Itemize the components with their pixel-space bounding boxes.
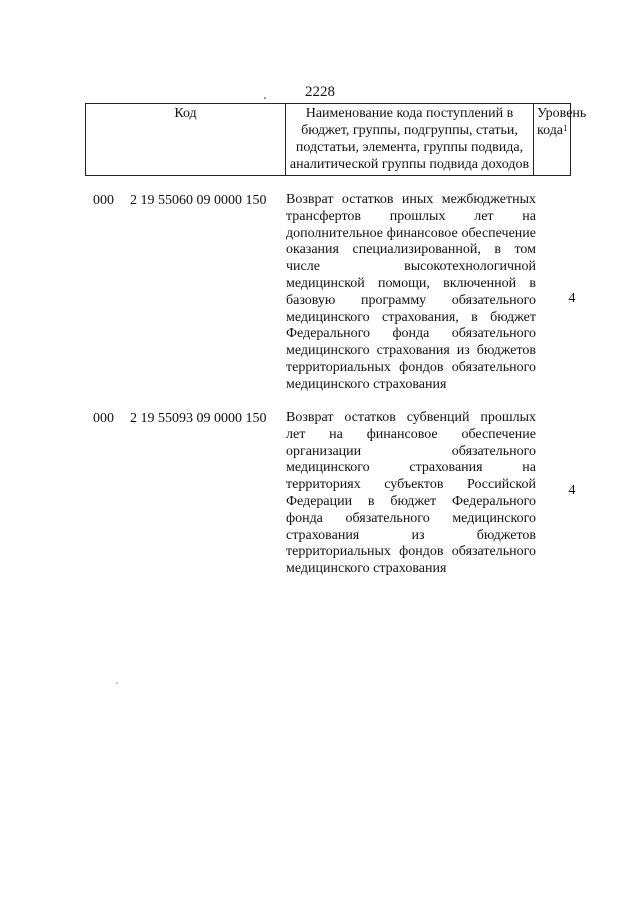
scan-speck	[264, 97, 266, 99]
row-group: 000	[93, 411, 114, 426]
page-number: 2228	[305, 84, 335, 100]
header-level-line1: Уровень	[537, 106, 587, 121]
row-level: 4	[568, 291, 576, 306]
header-level-line2	[537, 122, 567, 139]
header-level	[534, 104, 587, 176]
header-name: Наименование кода поступлений в бюджет, группы, подгруппы, статьи, подстатьи, элемента, группы подвида, аналитической группы подвида доходов	[286, 104, 534, 176]
scan-speck	[116, 682, 118, 684]
footnote-marker: 1	[563, 123, 568, 133]
header-code: Код	[86, 104, 286, 176]
row-group: 000	[93, 193, 114, 208]
header-level-label: кода	[537, 123, 564, 138]
row-level: 4	[568, 483, 576, 498]
table-header	[85, 103, 587, 176]
row-code: 2 19 55093 09 0000 150	[130, 411, 267, 426]
row-code: 2 19 55060 09 0000 150	[130, 193, 267, 208]
row-name: Возврат остатков иных межбюджетных трансфертов прошлых лет на дополнительное финансовое обеспечение оказания специализированной, в том числе высокотехнологичной медицинской помощи, включенной в базовую программу обязательного медицинского страхования, в бюджет Федерального фонда обязательного медицинского страхования из бюджетов территориальных фондов обязательного медицинского страхования	[286, 192, 536, 392]
row-name: Возврат остатков субвенций прошлых лет на финансовое обеспечение организации обязательного медицинского страхования на территориях субъектов Российской Федерации в бюджет Федерального фонда обязательного медицинского страхования из бюджетов территориальных фондов обязательного медицинского страхования	[286, 410, 536, 577]
